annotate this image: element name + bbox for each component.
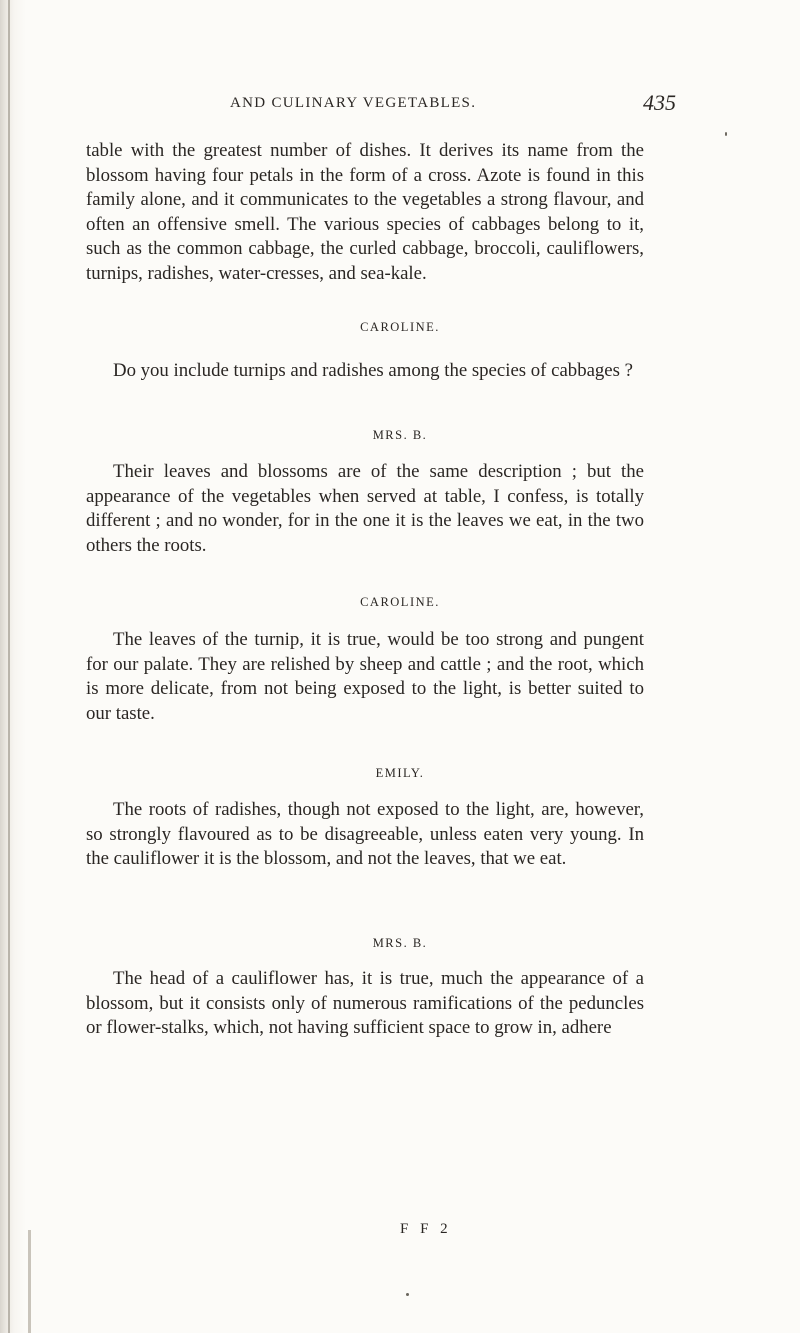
speaker-caroline: CAROLINE.: [360, 320, 440, 334]
paragraph-3: Their leaves and blossoms are of the same description ; but the appearance of the vegetables when served at table, I confess, is totally different ; and no wonder, for in the one it is the leaves we eat, in the two others the roots.: [86, 461, 644, 556]
paper-speck: [406, 1293, 409, 1296]
paper-speck: [725, 132, 727, 136]
page-binding-shadow: [0, 0, 26, 1333]
speaker-caroline: CAROLINE.: [360, 595, 440, 609]
binding-edge: [8, 0, 10, 1333]
paragraph-2: Do you include turnips and radishes among the species of cabbages ?: [113, 360, 633, 381]
page-number: 435: [643, 90, 676, 115]
paragraph-5: The roots of radishes, though not exposed to the light, are, however, so strongly flavoured as to be disagreeable, unless eaten very young. In the cauliflower it is the blossom, and not the leaves, that we eat.: [86, 799, 644, 869]
running-title: AND CULINARY VEGETABLES.: [230, 95, 477, 111]
paragraph-4: The leaves of the turnip, it is true, would be too strong and pungent for our palate. They are relished by sheep and cattle ; and the root, which is more delicate, from not being exposed to the light, is better suited to our taste.: [86, 629, 644, 724]
speaker-mrs-b: MRS. B.: [372, 428, 428, 442]
page-header: [0, 90, 800, 123]
speaker-emily: EMILY.: [375, 766, 425, 780]
paragraph-6: The head of a cauliflower has, it is true, much the appearance of a blossom, but it consists only of numerous ramifications of the peduncles or flower-stalks, which, not having sufficient space to grow in, adhere: [86, 968, 644, 1038]
signature-mark: F F 2: [400, 1221, 452, 1237]
paragraph-1: table with the greatest number of dishes. It derives its name from the blossom having four petals in the form of a cross. Azote is found in this family alone, and it communicates to the vegetables a strong flavour, and often an offensive smell. The various species of cabbages belong to it, such as the common cabbage, the curled cabbage, broccoli, cauliflowers, turnips, radishes, water-cresses, and sea-kale.: [86, 140, 644, 284]
binding-edge-lower: [28, 1230, 31, 1333]
speaker-mrs-b: MRS. B.: [372, 936, 428, 950]
